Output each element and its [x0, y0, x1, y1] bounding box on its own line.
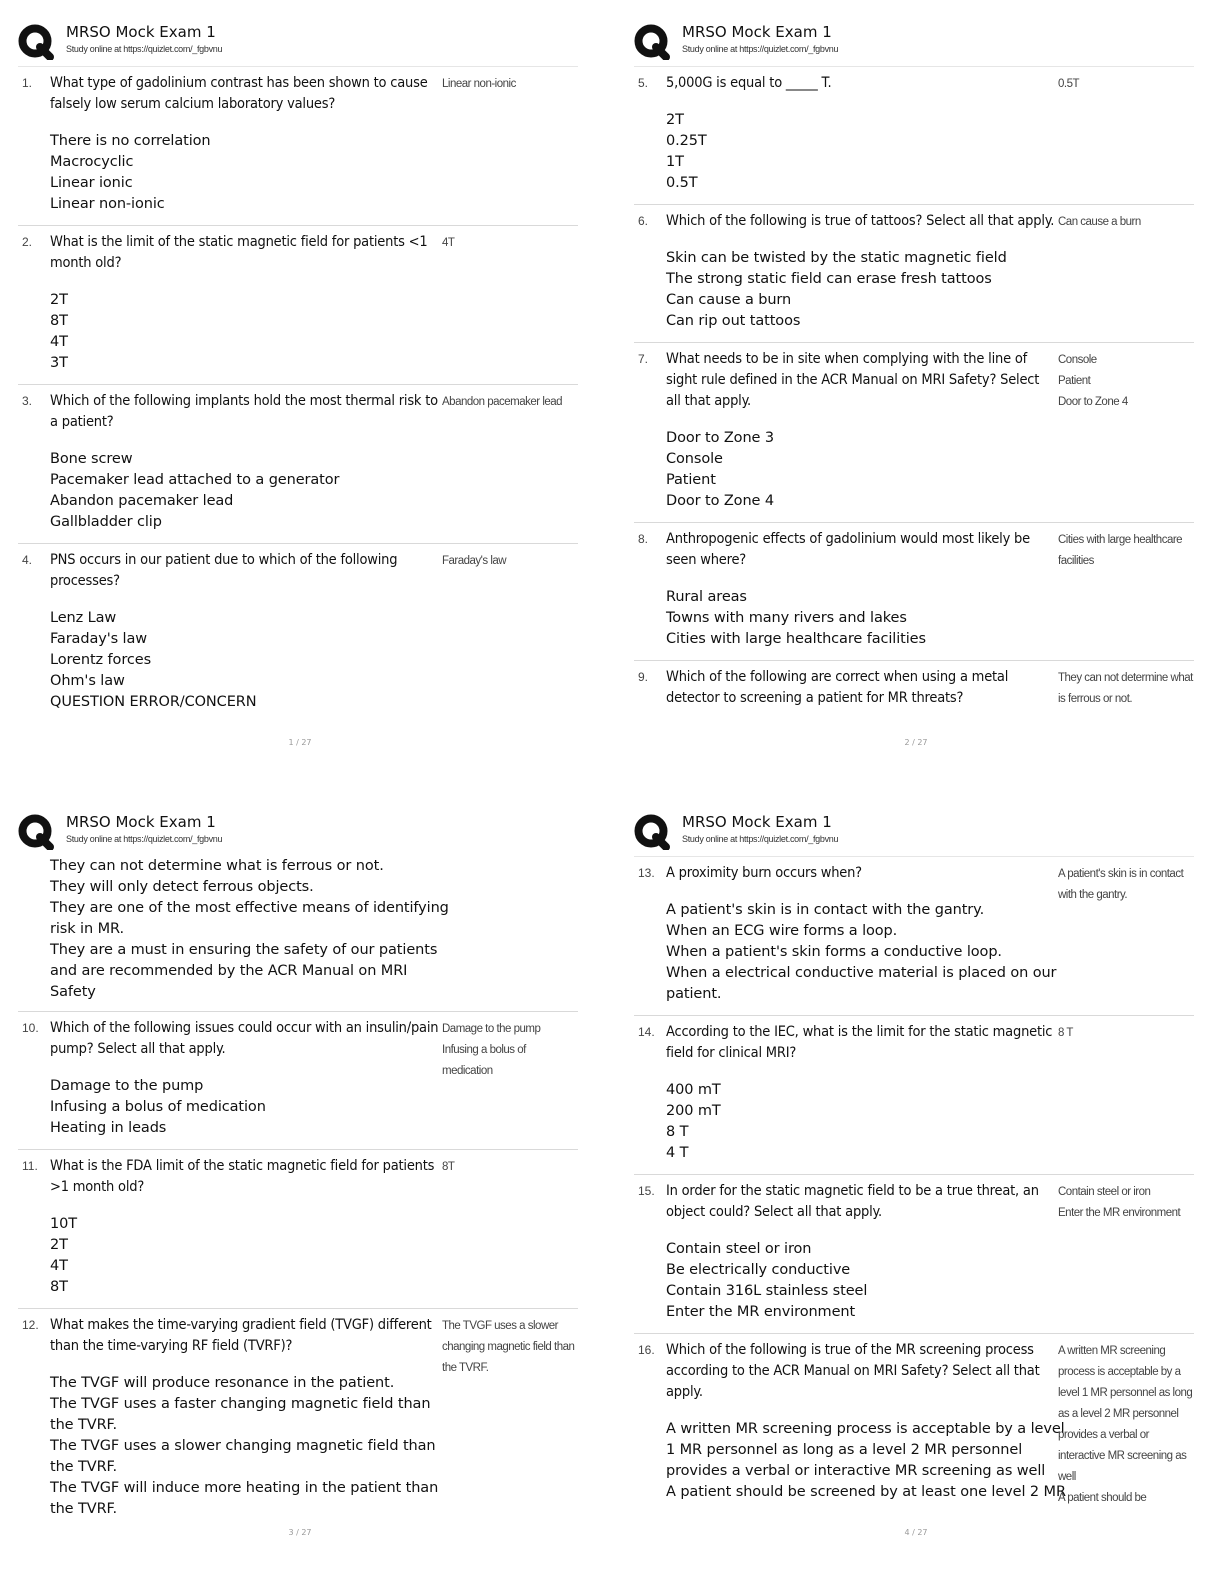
- question-text: 5,000G is equal to _____ T.: [666, 75, 832, 91]
- page-number: 1 / 27: [288, 738, 312, 747]
- option-text: 10T: [50, 1216, 78, 1232]
- option-text: Faraday's law: [50, 631, 148, 647]
- question-card: [18, 1308, 578, 1530]
- question-card: [18, 225, 578, 384]
- page-header: [10, 18, 610, 66]
- option-text: A patient should be screened by at least one level 2 MR: [666, 1484, 1066, 1500]
- option-text: Damage to the pump: [50, 1078, 204, 1094]
- option-text: A patient's skin is in contact with the gantry.: [666, 902, 985, 918]
- question-card: [634, 66, 1194, 204]
- option-text: Pacemaker lead attached to a generator: [50, 472, 340, 488]
- options-list: [666, 1239, 1066, 1323]
- option-text: Infusing a bolus of medication: [50, 1099, 266, 1115]
- answer-line: 8T: [442, 1161, 455, 1173]
- answer-text: [1058, 864, 1193, 906]
- question-card: [18, 1149, 578, 1308]
- question-number: 1.: [22, 76, 33, 90]
- option-text: 4T: [50, 334, 68, 350]
- question-text: Which of the following is true of tattoos? Select all that apply.: [666, 213, 1055, 229]
- option-text: Towns with many rivers and lakes: [666, 610, 907, 626]
- question-number: 15.: [638, 1184, 655, 1198]
- answer-line: Contain steel or iron: [1058, 1186, 1151, 1198]
- page-3: [10, 808, 610, 1584]
- page-header: [10, 808, 610, 856]
- answer-line: Faraday's law: [442, 555, 507, 567]
- option-text: Linear non-ionic: [50, 196, 165, 212]
- question-card: [634, 1015, 1194, 1174]
- option-text: Contain 316L stainless steel: [666, 1283, 868, 1299]
- answer-line: Can cause a burn: [1058, 216, 1141, 228]
- answer-text: [442, 1019, 577, 1082]
- question-number: 4.: [22, 553, 33, 567]
- option-text: When a patient's skin forms a conductive loop.: [666, 944, 1002, 960]
- question-number: 11.: [22, 1159, 38, 1173]
- option-text: When a electrical conductive material is placed on our patient.: [666, 965, 1057, 1002]
- options-list: [666, 1419, 1066, 1503]
- question-text: Which of the following is true of the MR screening process according to the ACR Manual on MRI Safety? Select all that apply.: [666, 1342, 1040, 1400]
- question-number: 7.: [638, 352, 649, 366]
- question-text: What is the FDA limit of the static magnetic field for patients >1 month old?: [50, 1158, 435, 1195]
- answer-line: Patient: [1058, 375, 1091, 387]
- question-number: 16.: [638, 1343, 655, 1357]
- answer-line: The TVGF uses a slower changing magnetic field than the TVRF.: [442, 1320, 575, 1374]
- options-list: [50, 1076, 450, 1139]
- question-text: A proximity burn occurs when?: [666, 865, 862, 881]
- options-list: [50, 1214, 450, 1298]
- question-text: In order for the static magnetic field to be a true threat, an object could? Select all that apply.: [666, 1183, 1039, 1220]
- question-card: [634, 1174, 1194, 1333]
- exam-title: MRSO Mock Exam 1: [682, 23, 832, 41]
- question-text: What is the limit of the static magnetic field for patients <1 month old?: [50, 234, 428, 271]
- option-text: They are a must in ensuring the safety of our patients and are recommended by the ACR Manual on MRI Safety: [50, 942, 438, 1000]
- question-text: Anthropogenic effects of gadolinium would most likely be seen where?: [666, 531, 1030, 568]
- option-text: Abandon pacemaker lead: [50, 493, 234, 509]
- answer-line: Infusing a bolus of medication: [442, 1044, 526, 1077]
- option-text: Gallbladder clip: [50, 514, 162, 530]
- question-card: [634, 522, 1194, 660]
- answer-text: [442, 392, 577, 413]
- option-text: A written MR screening process is acceptable by a level 1 MR personnel as long as a level 2 MR personnel provides a verbal or interactive MR screening as well: [666, 1421, 1065, 1479]
- answer-text: [442, 233, 577, 254]
- option-text: Lenz Law: [50, 610, 117, 626]
- page-header: [626, 808, 1224, 856]
- exam-title: MRSO Mock Exam 1: [66, 813, 216, 831]
- option-text: QUESTION ERROR/CONCERN: [50, 694, 257, 710]
- options-list: [50, 1373, 450, 1520]
- options-list: [50, 449, 450, 533]
- options-list: [666, 1080, 1066, 1164]
- option-text: Enter the MR environment: [666, 1304, 856, 1320]
- page-2: [626, 18, 1224, 798]
- page-number: 3 / 27: [288, 1528, 312, 1537]
- answer-line: Linear non-ionic: [442, 78, 516, 90]
- option-text: Macrocyclic: [50, 154, 134, 170]
- question-text: Which of the following issues could occur with an insulin/pain pump? Select all that apply.: [50, 1020, 439, 1057]
- page-number: 2 / 27: [904, 738, 928, 747]
- answer-line: Cities with large healthcare facilities: [1058, 534, 1183, 567]
- answer-text: [1058, 350, 1193, 413]
- answer-line: Door to Zone 4: [1058, 396, 1128, 408]
- option-text: 0.5T: [666, 175, 698, 191]
- option-text: They are one of the most effective means of identifying risk in MR.: [50, 900, 449, 937]
- continued-options: [50, 856, 450, 1003]
- options-list: [50, 131, 450, 215]
- option-text: Can rip out tattoos: [666, 313, 801, 329]
- option-text: 8T: [50, 313, 68, 329]
- question-text: Which of the following implants hold the most thermal risk to a patient?: [50, 393, 438, 430]
- option-text: Rural areas: [666, 589, 747, 605]
- question-number: 2.: [22, 235, 33, 249]
- question-number: 5.: [638, 76, 649, 90]
- question-card: [18, 66, 578, 225]
- option-text: Bone screw: [50, 451, 133, 467]
- option-text: Linear ionic: [50, 175, 133, 191]
- question-text: What type of gadolinium contrast has been shown to cause falsely low serum calcium laboratory values?: [50, 75, 428, 112]
- answer-text: [1058, 74, 1193, 95]
- answer-line: 0.5T: [1058, 78, 1080, 90]
- option-text: 2T: [50, 292, 68, 308]
- answer-line: A patient should be: [1058, 1492, 1147, 1504]
- option-text: Contain steel or iron: [666, 1241, 812, 1257]
- option-text: Skin can be twisted by the static magnetic field: [666, 250, 1007, 266]
- study-link[interactable]: Study online at https://quizlet.com/_fgbvnu: [682, 834, 839, 844]
- option-text: Patient: [666, 472, 716, 488]
- options-list: [666, 587, 1066, 650]
- option-text: 0.25T: [666, 133, 707, 149]
- answer-line: 8 T: [1058, 1027, 1073, 1039]
- options-list: [666, 428, 1066, 512]
- study-link[interactable]: Study online at https://quizlet.com/_fgbvnu: [66, 44, 223, 54]
- option-text: The TVGF will induce more heating in the patient than the TVRF.: [50, 1480, 439, 1517]
- question-text: According to the IEC, what is the limit for the static magnetic field for clinical MRI?: [666, 1024, 1053, 1061]
- option-text: The TVGF uses a slower changing magnetic field than the TVRF.: [50, 1438, 436, 1475]
- question-card: [18, 543, 578, 723]
- answer-text: [442, 1157, 577, 1178]
- option-text: Console: [666, 451, 723, 467]
- option-text: They will only detect ferrous objects.: [50, 879, 314, 895]
- option-text: 4T: [50, 1258, 68, 1274]
- answer-text: [1058, 1182, 1193, 1224]
- option-text: 8T: [50, 1279, 68, 1295]
- options-list: [50, 290, 450, 374]
- question-card: [634, 204, 1194, 342]
- option-text: The TVGF will produce resonance in the patient.: [50, 1375, 395, 1391]
- study-link[interactable]: Study online at https://quizlet.com/_fgbvnu: [66, 834, 223, 844]
- page-number: 4 / 27: [904, 1528, 928, 1537]
- option-text: 200 mT: [666, 1103, 721, 1119]
- answer-line: A patient's skin is in contact with the gantry.: [1058, 868, 1184, 901]
- answer-text: [442, 1316, 577, 1379]
- option-text: 1T: [666, 154, 684, 170]
- option-text: 8 T: [666, 1124, 689, 1140]
- option-text: 2T: [50, 1237, 68, 1253]
- quizlet-logo-icon: [634, 24, 670, 60]
- options-list: [666, 110, 1066, 194]
- question-number: 13.: [638, 866, 655, 880]
- answer-text: [1058, 1341, 1193, 1509]
- answer-line: 4T: [442, 237, 455, 249]
- option-text: 2T: [666, 112, 684, 128]
- option-text: 3T: [50, 355, 68, 371]
- question-card: [634, 1333, 1194, 1513]
- option-text: There is no correlation: [50, 133, 211, 149]
- page-4: [626, 808, 1224, 1584]
- option-text: When an ECG wire forms a loop.: [666, 923, 898, 939]
- question-text: What needs to be in site when complying with the line of sight rule defined in the ACR Manual on MRI Safety? Select all that apply.: [666, 351, 1040, 409]
- question-text: Which of the following are correct when using a metal detector to screening a patient for MR threats?: [666, 669, 1009, 706]
- option-text: Can cause a burn: [666, 292, 792, 308]
- answer-text: [1058, 530, 1193, 572]
- option-text: Cities with large healthcare facilities: [666, 631, 926, 647]
- answer-text: [442, 74, 577, 95]
- question-number: 8.: [638, 532, 649, 546]
- question-number: 10.: [22, 1021, 39, 1035]
- quizlet-logo-icon: [18, 24, 54, 60]
- option-text: The TVGF uses a faster changing magnetic field than the TVRF.: [50, 1396, 431, 1433]
- option-text: Be electrically conductive: [666, 1262, 851, 1278]
- answer-text: [1058, 212, 1193, 233]
- options-list: [666, 900, 1066, 1005]
- answer-line: They can not determine what is ferrous or not.: [1058, 672, 1193, 705]
- quizlet-logo-icon: [634, 814, 670, 850]
- exam-title: MRSO Mock Exam 1: [682, 813, 832, 831]
- study-link[interactable]: Study online at https://quizlet.com/_fgbvnu: [682, 44, 839, 54]
- question-number: 14.: [638, 1025, 655, 1039]
- page-1: [10, 18, 610, 798]
- question-text: PNS occurs in our patient due to which of the following processes?: [50, 552, 398, 589]
- question-card: [634, 856, 1194, 1015]
- answer-text: [1058, 1023, 1193, 1044]
- exam-title: MRSO Mock Exam 1: [66, 23, 216, 41]
- quizlet-logo-icon: [18, 814, 54, 850]
- option-text: 400 mT: [666, 1082, 721, 1098]
- options-list: [50, 608, 450, 713]
- option-text: The strong static field can erase fresh tattoos: [666, 271, 992, 287]
- answer-line: A written MR screening process is acceptable by a level 1 MR personnel as long as a level 2 MR personnel provides a verbal or interactive MR screening as well: [1058, 1345, 1193, 1483]
- option-text: Lorentz forces: [50, 652, 152, 668]
- question-card: [18, 1011, 578, 1149]
- page-header: [626, 18, 1224, 66]
- answer-text: [1058, 668, 1193, 710]
- question-number: 6.: [638, 214, 649, 228]
- option-text: Heating in leads: [50, 1120, 167, 1136]
- answer-text: [442, 551, 577, 572]
- question-card: [634, 660, 1194, 719]
- option-text: Ohm's law: [50, 673, 125, 689]
- question-card: [634, 342, 1194, 522]
- answer-line: Enter the MR environment: [1058, 1207, 1181, 1219]
- answer-line: Abandon pacemaker lead: [442, 396, 563, 408]
- option-text: Door to Zone 3: [666, 430, 774, 446]
- question-number: 9.: [638, 670, 649, 684]
- question-text: What makes the time-varying gradient field (TVGF) different than the time-varying RF field (TVRF)?: [50, 1317, 432, 1354]
- answer-line: Console: [1058, 354, 1097, 366]
- question-number: 3.: [22, 394, 33, 408]
- question-number: 12.: [22, 1318, 39, 1332]
- answer-line: Damage to the pump: [442, 1023, 541, 1035]
- question-card: [18, 384, 578, 543]
- options-list: [666, 248, 1066, 332]
- option-text: Door to Zone 4: [666, 493, 774, 509]
- option-text: They can not determine what is ferrous or not.: [50, 858, 384, 874]
- option-text: 4 T: [666, 1145, 689, 1161]
